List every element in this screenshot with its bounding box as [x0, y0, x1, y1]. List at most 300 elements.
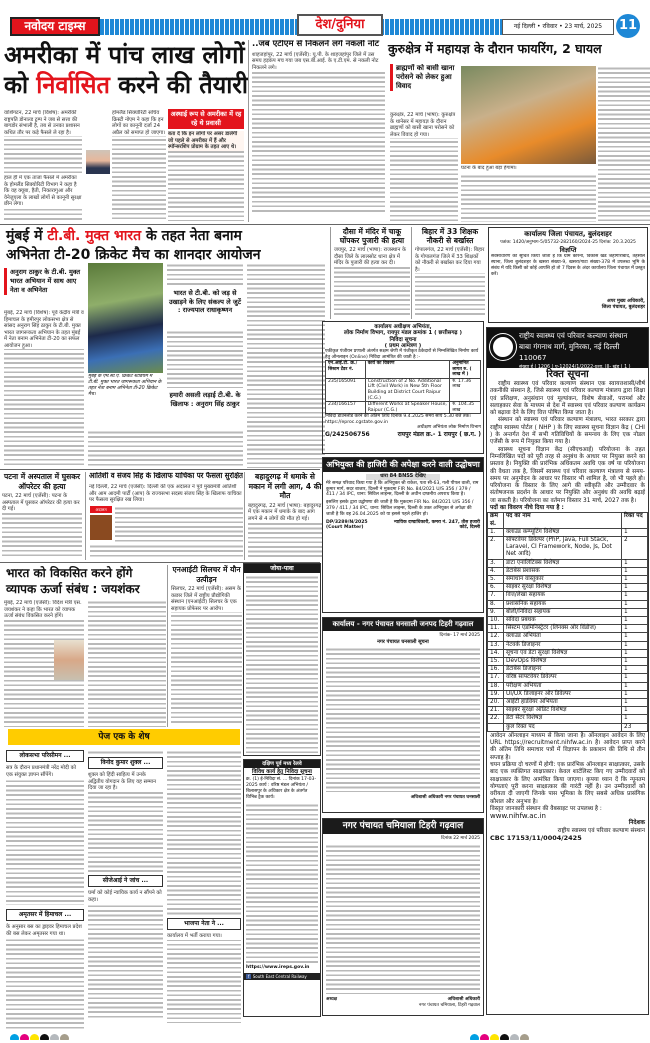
mumbai-subhead-3: हमारी असली लड़ाई टी.बी. के खिलाफ : अनुराग सिंह ठाकुर — [169, 391, 241, 408]
bahadurgarh-headline: बहादुरगढ़ में धमाके से मकान में लगी आग, 4 की मौत — [248, 472, 322, 500]
mumbai-headline — [6, 227, 326, 267]
table-cell: Construction of 2 No. Additional Lift (Civil Work) in New 5th Floor Building at District Court Raipur (C.G.) — [365, 378, 450, 401]
ad-title: रिक्त सूचना — [546, 369, 589, 380]
jaishankar-text-2 — [88, 600, 166, 727]
headline-line: अभिनेता टी-20 क्रिकेट मैच का शानदार आयोजन — [6, 247, 261, 263]
cricket-caption: मुंबई के एम.सी.ए. क्रिकेट स्टेडियम में टी.बी. मुक्त भारत जागरूकता अभियान के तहत नेता बनाम अभिनेता टी-20 क्रिकेट मैच। — [88, 374, 162, 397]
atishi-text-2 — [90, 544, 243, 558]
registration-dot — [470, 1034, 479, 1040]
ad-paragraph: राष्ट्रीय स्वास्थ्य एवं परिवार कल्याण संस्थान एक स्वायत्तशासी/शीर्ष तकनीकी संस्थान है, जिसे स्वास्थ्य एवं परिवार कल्याण मंत्रालय द्वारा शिक्षा एवं प्रशिक्षण, अनुसंधान एवं मूल्यांकन, विशेष सेवाओं, परामर्श और सलाहकार सेवा के माध्यम से देश में स्वास्थ्य एवं परिवार कल्याण कार्यक्रम को बढ़ावा देने के लिए वित्त पोषित किया जाता है। — [490, 381, 645, 417]
cbc-code: CBC 17153/11/0004/2425 — [490, 833, 582, 842]
table-row — [488, 536, 648, 559]
ghansali-notice — [322, 617, 484, 813]
notice-sign: अधिशासी अधिकारी — [410, 795, 444, 800]
mumbai-subhead-2: भारत से टी.बी. को जड़ से उखाड़ने के लिए संकल्प ले जुटें : राज्यपाल राधाकृष्णन — [168, 289, 241, 314]
railway-tender-notice — [243, 759, 321, 1017]
table-cell: 1 — [622, 690, 648, 698]
table-cell: 3. — [488, 559, 504, 567]
table-cell: 22. — [488, 715, 504, 723]
org-address: बाबा गंगनाथ मार्ग, मुनिरका, नई दिल्ली 110067 — [519, 342, 620, 362]
notice-ref: पत्रांक: 1420/अनुभाग-5/05732-282160/2024-25 दिनांक: 20.3.2025 — [500, 240, 636, 245]
bihar-lead: गोपालगंज, 22 मार्च (एजेंसी): बिहार के गोपालगंज जिले में 33 शिक्षकों को नौकरी से बर्खास्त कर दिया गया है। — [415, 247, 485, 273]
table-row — [488, 715, 648, 723]
remainder-lead: के अनुसार बस का ड्राइवर हिमाचल प्रदेश की बस लेकर अमृतसर गया था। — [6, 924, 84, 937]
table-cell: 21. — [488, 707, 504, 715]
remainder-col-3 — [167, 750, 241, 1030]
table-cell: 1 — [622, 633, 648, 641]
mumbai-lead: मुंबई, 22 मार्च (विशेष): पूर्व केंद्रीय मंत्री व हिमाचल के हमीरपुर लोकसभा क्षेत्र से सांसद अनुराग सिंह ठाकुर के टी.बी. मुक्त भारत जागरूकता अभियान के तहत मुंबई में नेता बनाम अभिनेता टी-20 का सफल आयोजन हुआ। — [4, 310, 84, 349]
lead-text: होमलैंड सिक्योरिटी सचिव क्रिस्टी नोएम ने कहा कि इन लोगों का कानूनी दर्जा 24 अप्रैल को समाप्त हो जाएगा। — [112, 110, 166, 136]
mumbai-text — [4, 310, 84, 468]
notice-title: लोक निर्माण विभाग, रायपुर मंडल क्रमांक 1 ( छत्तीसगढ़ ) — [344, 330, 462, 337]
table-cell: साइबर सुरक्षा विशेषज्ञ — [504, 584, 622, 592]
remainder-text — [167, 933, 241, 1023]
table-cell: 1 — [622, 567, 648, 575]
page-number: 11 — [616, 14, 640, 38]
table-cell: 2 — [622, 536, 648, 559]
notice-sign: नगर पंचायत घनसाली — [444, 795, 480, 800]
kurukshetra-text-2 — [598, 66, 650, 222]
yagya-photo — [461, 66, 596, 164]
nihfw-recruitment-ad — [486, 327, 649, 1015]
notice-text: इसलिए इसके द्वारा उद्घोषणा की जाती है कि मुकदमा FIR No. 84/2021 U/S 356 / 379 / 411 / 34 IPC, थाना: सिविल लाइन्स, दिल्ली के उक्त अभियुक्त से अपेक्षा की जाती है कि वह 26.04.2025 को या इससे पहले हाजिर हो। — [326, 500, 474, 517]
remainder-text — [167, 750, 241, 915]
table-cell: 1 — [622, 616, 648, 624]
table-cell: 5. — [488, 575, 504, 583]
table-cell: डेटाबेस डिजाइनर — [504, 666, 622, 674]
facebook-icon: f — [248, 974, 250, 979]
notice-sign: जिला पंचायत, बुलंदशहर — [601, 305, 645, 310]
table-row — [488, 584, 648, 592]
bahadurgarh-text — [248, 503, 322, 561]
photo-caption: घटना के बाद हुआ बड़ा हंगामा। — [461, 165, 517, 171]
railway-social-bar — [244, 973, 320, 980]
notice-intro: एकीकृत पंजीयन प्रणाली अंतर्गत सक्षम श्रेणी में पंजीकृत ठेकेदारों से निम्नलिखित निर्माण कार्य हेतु ऑनलाइन (Online) निविदा आमंत्रित की जाती है :- — [325, 349, 479, 360]
headline-part: के तहत नेता बनाम — [141, 228, 242, 244]
table-cell: सूचना एवं डेटा सुरक्षा विशेषज्ञ — [504, 649, 622, 657]
notice-title: ( प्रथम आमंत्रण ) — [384, 342, 422, 349]
notice-title: नगर पंचायत चमियाला टिहरी गढ़वाल — [323, 819, 483, 834]
table-cell: 1 — [622, 584, 648, 592]
notice-title: कार्यालय - नगर पंचायत घनसाली जनपद टिहरी गढ़वाल — [323, 618, 483, 631]
pwd-tender-notice — [322, 321, 484, 454]
org-name: राष्ट्रीय स्वास्थ्य एवं परिवार कल्याण संस्थान — [519, 331, 628, 340]
notice-heading: नगर पंचायत घनसाली सूचना — [377, 639, 429, 645]
headline-part: करने की तैयारी — [109, 71, 248, 99]
table-header-cell: अनुमानित लागत रु. ( लाख में ) — [450, 361, 481, 379]
table-cell: DevOps विशेषज्ञ — [504, 658, 622, 666]
divider — [0, 469, 320, 470]
table-cell: 13. — [488, 641, 504, 649]
page-one-remainder-bar: पेज एक के शेष — [8, 729, 240, 745]
bahadurgarh-story — [244, 472, 322, 560]
bulandshahr-notice — [488, 227, 648, 323]
remainder-lead: घर्मा को कोई न्यायिक कार्य न सौंपने को कहा। — [88, 890, 162, 903]
ad-sign: राष्ट्रीय स्वास्थ्य एवं परिवार कल्याण संस्थान — [557, 827, 645, 834]
notice-sign: अधिशासी अधिकारी — [447, 997, 480, 1002]
notice-body — [326, 844, 480, 994]
table-cell: UI/UX डिजाइनर और डिवेल्पर — [504, 690, 622, 698]
remainder-col-1 — [6, 750, 84, 1030]
zoya-notice — [243, 563, 321, 756]
remainder-title: अमृतसर में हिमाचल ... — [6, 909, 84, 921]
patna-headline: पटना में अस्पताल में घुसकर ऑपरेटर की हत्या — [3, 472, 81, 491]
table-cell: 235/165091 — [326, 378, 366, 401]
registration-dot — [60, 1034, 69, 1040]
kurukshetra-lead: कुरुक्षेत्र, 22 मार्च (भाषा): कुरुक्षेत्र के थानेसर में महायज्ञ के दौरान ब्राह्मणों को बासी खाना परोसने को लेकर विवाद हो गया। — [390, 112, 458, 138]
remainder-text — [6, 924, 84, 1030]
selection-text: चयन प्रक्रिया दो चरणों में होगी: एक प्रारंभिक ऑनलाइन साक्षात्कार, उसके बाद एक व्यक्तिगत साक्षात्कार। केवल शार्टलिस्ट किए गए उम्मीदवारों को साक्षात्कार के लिए आमंत्रित किया जाएगा। कृपया ध्यान दें कि न्यूनतम योग्यताएं पूरी करना साक्षात्कार की गारंटी नहीं है। उन उम्मीदवारों को वरीयता दी जाएगी जिनके पास भूमिका के लिए सबसे अधिक प्रासंगिक कौशल और अनुभव है। — [490, 762, 645, 805]
patna-text — [2, 493, 82, 557]
divider — [0, 224, 650, 225]
registration-dot — [50, 1034, 59, 1040]
headline-line — [6, 227, 326, 246]
patna-lead: पटना, 22 मार्च (एजेंसी): पटना के अस्पताल में घुसकर ऑपरेटर की हत्या कर दी गई। — [2, 493, 82, 513]
table-cell: 1 — [622, 528, 648, 536]
lead-text: हाल ही में एक ताजा फैसले में अमरीका के होमलैंड सिक्योरिटी विभाग ने कहा है कि वह क्यूबा, हैती, निकारागुआ और वेनेजुएला के लाखों लोगों से कानूनी सुरक्षा छीन लेगा। — [4, 175, 82, 207]
table-row — [488, 682, 648, 690]
table-cell: 10. — [488, 616, 504, 624]
registration-dot — [500, 1034, 509, 1040]
table-row — [488, 559, 648, 567]
website-link[interactable]: www.nihfw.ac.in — [490, 812, 546, 821]
table-row — [488, 674, 648, 682]
logo: नवोदय टाइम्स — [10, 17, 100, 36]
notice-sign: अधीक्षण अभियंता — [417, 425, 448, 431]
table-cell: प्रशासनिक सहायक — [504, 600, 622, 608]
table-cell: बोली/निविदा सहायक — [504, 608, 622, 616]
jaishankar-headline — [6, 565, 164, 598]
remainder-title: लोकसभा परिसीमन ... — [6, 750, 84, 762]
table-row — [488, 690, 648, 698]
proclamation-notice — [322, 457, 484, 613]
nit-text — [171, 586, 242, 724]
remainder-lead: शुक्ल को हिंदी साहित्य में उनके अद्वितीय योगदान के लिए यह सम्मान दिया जा रहा है। — [88, 772, 163, 792]
table-cell: क्लाउड कम्प्यूटिंग विशेषज्ञ — [504, 528, 622, 536]
masthead — [0, 8, 650, 38]
positions-table — [487, 512, 648, 731]
mumbai-text-2 — [167, 263, 243, 287]
headline-text: कुरुक्षेत्र में महायज्ञ के दौरान फायरिंग, 2 घायल — [388, 41, 602, 56]
registration-dot — [10, 1034, 19, 1040]
table-cell: 1 — [622, 592, 648, 600]
table-total-row — [488, 723, 648, 731]
table-row — [488, 528, 648, 536]
ad-paragraph: स्वास्थ्य सूचना विज्ञान केंद्र (सीएचआई) परियोजना के तहत निम्नलिखित पदों को पूरी तरह से अनुबंध के आधार पर नियुक्त करने का प्रस्ताव है। नियुक्ति की प्रारंभिक अधिकतम अवधि एक वर्ष या परियोजना की वैधता तक है, जिसमें स्वास्थ्य एवं परिवार कल्याण मंत्रालय से समय-समय पर अनुमोदन के आधार पर विस्तार भी शामिल है, जो भी पहले हो। परियोजना के विस्तार के लिए आगे की स्वीकृति और उम्मीदवार के संतोषजनक प्रदर्शन के आधार पर नियुक्ति और अनुबंध की अवधि बढ़ाई जा सकती है। परियोजना का वर्तमान विस्तार 31 मार्च, 2027 तक है। — [490, 446, 645, 504]
kurukshetra-text — [390, 112, 458, 222]
registration-dot-group — [10, 1028, 70, 1040]
pwd-table — [325, 360, 481, 414]
table-cell: क्लाउड अभियंता — [504, 633, 622, 641]
bahadurgarh-lead: बहादुरगढ़, 22 मार्च (भाषा): बहादुरगढ़ में एक मकान में धमाके के बाद आग लगने से 4 लोगों की मौत हो गई। — [248, 502, 322, 522]
notice-tag: (Court Matter) — [326, 525, 364, 531]
kurukshetra-subhead: ब्राह्मणों को बासी खाना परोसने को लेकर हुआ विवाद — [390, 64, 458, 91]
table-cell: 7. — [488, 592, 504, 600]
lead-sidebar-text — [168, 131, 244, 221]
table-cell: 12. — [488, 633, 504, 641]
table-header-cell: एन.आई.टी. क्र./ सिस्टम टेंडर नं. — [326, 361, 366, 379]
table-row — [488, 600, 648, 608]
remainder-col-2 — [88, 750, 163, 1030]
sidebar-text: बता दें कि इन लोगों पर असर डालेगी जो पहले से अमरीका में हैं और स्पॉन्सरशिप प्रोग्राम के तहत आए थे। — [168, 131, 244, 151]
lead-column-2 — [112, 110, 166, 222]
table-cell: 9. — [488, 608, 504, 616]
mumbai-text-5 — [247, 263, 325, 468]
table-cell: 1 — [622, 658, 648, 666]
remainder-lead: कार्यालय में भर्ती कराया गया। — [167, 933, 241, 940]
notice-title: विविध कार्य हेतु निविदा सूचना — [252, 769, 312, 775]
table-cell: नेटवर्क डिजाइनर — [504, 641, 622, 649]
notice-code: G/242506756 — [325, 430, 370, 438]
table-header — [326, 361, 481, 379]
lead-column-1b — [4, 175, 82, 222]
bihar-text — [415, 247, 485, 317]
table-row — [488, 633, 648, 641]
atishi-headline: आतिशी व संजय सिंह के खिलाफ याचिका पर फैसला सुरक्षित — [89, 472, 243, 480]
remainder-text — [6, 765, 84, 905]
table-cell: 11. — [488, 625, 504, 633]
notice-footer: निविदा डाउनलोड करने की अंतिम तिथि दिनांक 9.4.2025 समय सायं 5.30 बजे तक। https://eproc.cgstate.gov.in — [325, 414, 471, 425]
atishi-story — [85, 472, 243, 560]
info-text: विस्तृत जानकारी संस्थान की वैबसाइट पर उपलब्ध है : — [490, 805, 602, 812]
atm-headline: ..जब एटीएम से निकलने लगे नकली नोट — [252, 40, 379, 49]
table-cell: वित्त/लेखा सहायक — [504, 592, 622, 600]
table-cell: रु. 17.36 लाख — [450, 378, 481, 401]
mumbai-subhead: अनुराग ठाकुर के टी.बी. मुक्त भारत अभियान में साथ आए नेता व अभिनेता — [4, 268, 84, 295]
headline-highlight: निर्वासित — [36, 71, 110, 99]
registration-dot — [520, 1034, 529, 1040]
notice-sign: रायपुर मंडल क्र.- 1 रायपुर ( छ.ग. ) — [397, 430, 481, 438]
table-cell: 18. — [488, 682, 504, 690]
table-cell: संविदा प्रबंधक — [504, 616, 622, 624]
notice-title: कार्यालय जिला पंचायत, बुलंदशहर — [524, 230, 612, 238]
table-header-cell: रिक्त पद — [622, 513, 648, 528]
apply-text: आवेदन ऑनलाइन माध्यम से किया जाना है। ऑनलाइन आवेदन के लिए URL https://recruitment.nihfw.ac.in है। आवेदन प्राप्त करने की अंतिम तिथि समाचार पत्रों में विज्ञापन के प्रकाशन की तिथि से तीन सप्ताह है। — [490, 732, 645, 761]
notice-sign: नगर पंचायत चमियाला, टिहरी गढ़वाल — [418, 1003, 480, 1008]
mumbai-text-4 — [88, 430, 243, 468]
lead-sidebar-title: अस्थाई रूप से अमरीका में रह रहे थे प्रवासी — [168, 109, 244, 129]
table-cell: 1 — [622, 682, 648, 690]
table-cell: 4. — [488, 567, 504, 575]
notice-body — [326, 647, 480, 792]
table-cell: 1 — [622, 649, 648, 657]
table-cell: 1 — [622, 559, 648, 567]
table-cell: 1 — [622, 600, 648, 608]
table-cell: 15. — [488, 658, 504, 666]
gavel-icon — [90, 506, 112, 540]
cricket-photo — [88, 263, 163, 373]
notice-subtitle: धारा 84 BNSS देखिए — [366, 474, 440, 480]
notice-title: जोया-पावा — [244, 564, 320, 573]
table-cell: 16. — [488, 666, 504, 674]
kurukshetra-headline — [388, 42, 648, 60]
table-row — [488, 641, 648, 649]
table-cell: 234/166157 — [326, 402, 366, 414]
notice-date: दिनांक 22 मार्च 2025 — [441, 836, 480, 841]
color-registration-marks — [10, 1028, 650, 1040]
remainder-text — [88, 772, 163, 872]
headline-part: को — [4, 71, 37, 99]
badge-label: अदालत — [95, 507, 107, 512]
table-header-cell: क्रम सं. — [488, 513, 504, 528]
table-cell: सॉफ्टवेयर डिवेल्पर (PhP, Java, Full Stack, Laravel, CI Framework, Node, Js, Dot Net आदि) — [504, 536, 622, 559]
bihar-headline: बिहार में 33 शिक्षक नौकरी से बर्खास्त — [421, 227, 479, 245]
railway-footer: South East Central Railway — [252, 974, 307, 979]
railway-org: दक्षिण पूर्व मध्य रेलवे — [244, 760, 320, 768]
table-row — [488, 666, 648, 674]
table-row — [488, 625, 648, 633]
nihfw-logo — [490, 334, 516, 360]
notice-sign: लोक निर्माण विभाग — [448, 425, 481, 431]
table-row — [488, 567, 648, 575]
dausa-lead: जयपुर, 22 मार्च (भाषा): राजस्थान के दौसा जिले के लालसोट थाना क्षेत्र में मंदिर के पुजारी की हत्या कर दी। — [334, 247, 410, 267]
ad-sign: निदेशक — [628, 820, 645, 827]
notice-body — [246, 803, 318, 963]
atishi-lead: नई दिल्ली, 22 मार्च (एजेंसी): दिल्ली की एक अदालत ने पूर्व मुख्यमंत्री आतिशी और आम आदमी पार्टी (आप) के राज्यसभा सदस्य संजय सिंह के खिलाफ याचिका पर फैसला सुरक्षित रख लिया। — [89, 484, 242, 503]
kurukshetra-text-3 — [461, 174, 596, 222]
headline-line: भारत को विकसित करने होंगे — [6, 566, 133, 580]
registration-dot — [490, 1034, 499, 1040]
remainder-text — [88, 750, 163, 755]
notice-code: DP/3289/N/2025 — [326, 519, 368, 525]
section-label: देश/दुनिया — [297, 14, 383, 36]
notice-title: निविदा सूचना — [389, 336, 417, 343]
table-cell: समाधान वास्तुकार — [504, 575, 622, 583]
table-cell: 1 — [622, 666, 648, 674]
table-cell: वरिष्ठ साफ्टवेयर डिवेल्पर — [504, 674, 622, 682]
table-row — [326, 378, 481, 401]
dausa-headline: दौसा में मंदिर में चाकू घोंपकर पुजारी की हत्या — [339, 227, 405, 245]
notice-text: सर्वसाधारण को सूचित किया जाता है कि ग्राम कौरना, विकास खंड जहांगीराबाद, तहसील स्याना, जिला बुलंदशहर के खसरा संख्या-9, खसरा/गाटा संख्या-378 में उपलब्ध भूमि के संबंध में यदि किसी को कोई आपत्ति हो तो 7 दिवस के अंदर कार्यालय जिला पंचायत में प्रस्तुत करें। — [491, 254, 645, 277]
table-cell: 8. — [488, 600, 504, 608]
notice-sign: न्यायिक दण्डाधिकारी, कमरा नं. 247, तीस हजारी कोर्ट, दिल्ली — [394, 519, 480, 531]
table-header-cell: कार्य का विवरण — [365, 361, 450, 379]
table-row — [488, 707, 648, 715]
dausa-text — [334, 247, 410, 317]
registration-dot — [40, 1034, 49, 1040]
dateline: नई दिल्ली • रविवार • 23 मार्च, 2025 — [502, 19, 614, 35]
jaishankar-lead: मुंबई, 22 मार्च (एजेंसी): विदेश मंत्री एस. जयशंकर ने कहा कि भारत को व्यापक ऊर्जा संबंध विकसित करने होंगे। — [4, 600, 84, 620]
mumbai-text-3 — [167, 330, 243, 388]
table-cell: डेटाबेस प्रशासक — [504, 567, 622, 575]
table-row — [488, 608, 648, 616]
patna-story — [2, 472, 82, 560]
table-row — [326, 402, 481, 414]
table-cell: डेटा सेंटर विशेषज्ञ — [504, 715, 622, 723]
registration-dot — [20, 1034, 29, 1040]
table-cell: 1 — [622, 674, 648, 682]
table-row — [488, 592, 648, 600]
table-header-cell: पद का नाम — [504, 513, 622, 528]
table-cell: 1 — [622, 699, 648, 707]
trump-photo — [86, 150, 110, 174]
remainder-title: सीजेआई ने जांच ... — [88, 875, 163, 887]
table-cell — [488, 723, 504, 731]
headline-line: व्यापक ऊर्जा संबंध : जयशंकर — [6, 582, 140, 596]
table-cell: 1 — [622, 715, 648, 723]
table-cell: साइबर सुरक्षा ऑडिट विशेषज्ञ — [504, 707, 622, 715]
headline-line — [4, 70, 248, 100]
table-cell: 1 — [622, 608, 648, 616]
jaishankar-photo — [54, 640, 84, 680]
headline-highlight: टी.बी. मुक्त भारत — [47, 228, 142, 244]
notice-title: अभियुक्त की हाजिरी की अपेक्षा करने वाली उद्घोषणा — [323, 458, 483, 472]
table-cell: 17. — [488, 674, 504, 682]
total-value: 23 — [622, 723, 648, 731]
table-cell: डाटा एनालिटिक्स विशेषज्ञ — [504, 559, 622, 567]
table-cell: 1. — [488, 528, 504, 536]
atm-lead: शाहजहांपुर, 22 मार्च (एजेंसी): यू.पी. के शाहजहांपुर जिले में उस समय हड़कंप मच गया जब एस.बी.आई. के ए.टी.एम. से नकली नोट निकलने लगे। — [252, 52, 385, 72]
table-cell: 6. — [488, 584, 504, 592]
lead-text: वाशिंगटन, 22 मार्च (विशेष): अमरीकी राष्ट्रपति डोनाल्ड ट्रम्प ने जब से सत्ता की बागडोर संभाली है, तब से उनका प्रशासन कथित तौर पर कड़े फैसले ले रहा है। — [4, 110, 82, 136]
total-label: कुल रिक्त पद — [504, 723, 622, 731]
notice-body — [246, 575, 318, 753]
table-row — [488, 658, 648, 666]
registration-dot-group — [470, 1028, 530, 1040]
remainder-text — [88, 890, 163, 1020]
registration-dot — [30, 1034, 39, 1040]
atishi-text — [115, 506, 243, 542]
table-row — [488, 649, 648, 657]
table-cell: 20. — [488, 699, 504, 707]
table-cell: 14. — [488, 649, 504, 657]
notice-date: दिनांक- 17 मार्च 2025 — [439, 633, 480, 638]
table-row — [488, 575, 648, 583]
table-intro: पदों का विवरण नीचे दिया गया है : — [490, 505, 564, 512]
table-cell: 19. — [488, 690, 504, 698]
table-cell: 2. — [488, 536, 504, 559]
table-cell: आईटी हार्डवेयर अभियंता — [504, 699, 622, 707]
nit-lead: सिलचर, 22 मार्च (एजेंसी): असम के कछार जिले में राष्ट्रीय प्रौद्योगिकी संस्थान (एनआईटी) सिलचर के एक सहायक प्रोफेसर पर आरोप। — [171, 586, 241, 612]
table-cell: Different Works at Speaker House, Raipur (C.G.) — [365, 402, 450, 414]
ireps-link[interactable]: https://www.ireps.gov.in — [246, 965, 310, 970]
ad-ref: संख्या ई ( 1206 ) ए-12024/1/2022-प्रशा. III- खंड ( 1 ) — [519, 365, 631, 370]
headline-part: मुंबई में — [6, 228, 48, 244]
notice-heading: विज्ञप्ति — [559, 246, 577, 254]
table-row — [488, 616, 648, 624]
remainder-title: भाजपा नेता ने ... — [167, 918, 241, 930]
dausa-story — [330, 227, 410, 319]
table-cell: परीक्षण अभियंता — [504, 682, 622, 690]
table-cell: 1 — [622, 575, 648, 583]
atm-story — [248, 40, 385, 222]
bihar-story — [411, 227, 485, 319]
remainder-lead: सत्र के दौरान प्रधानमंत्री नरेंद्र मोदी को एक संयुक्त ज्ञापन सौंपेंगे। — [6, 765, 84, 778]
notice-sign: अपर मुख्य अधिकारी, — [607, 299, 645, 304]
headline-line: अमरीका में पांच लाख लोगों — [4, 41, 245, 69]
nit-headline: एनआईटी सिलचर में यौन उत्पीड़न — [172, 565, 241, 584]
table-cell: 1 — [622, 625, 648, 633]
remainder-title: विनोद कुमार शुक्ल ... — [88, 757, 163, 769]
nit-story — [167, 565, 242, 727]
table-header — [488, 513, 648, 528]
table-row — [488, 699, 648, 707]
notice-text: मेरे समक्ष परिवाद किया गया है कि अभियुक्त श्री राकेश, पता सी-63, गली पीपल वाली, राम कुमार मार्ग, सदर बाजार, दिल्ली ने मुकदमा FIR No. 84/2021 U/S 356 / 379 / 411 / 34 IPC, थाना: सिविल लाइन्स, दिल्ली के अधीन दण्डनीय अपराध किया है। — [326, 480, 479, 498]
table-cell: 1 — [622, 707, 648, 715]
registration-dot — [510, 1034, 519, 1040]
notice-sign: अध्यक्ष — [326, 997, 337, 1002]
table-cell: रु. 104.35 लाख — [450, 402, 481, 414]
lead-headline — [4, 40, 248, 106]
registration-dot — [480, 1034, 489, 1040]
table-cell: 1 — [622, 641, 648, 649]
ad-paragraph: संस्थान को स्वास्थ्य एवं परिवार कल्याण मंत्रालय, भारत सरकार द्वारा राष्ट्रीय स्वास्थ्य पोर्टल ( NHP ) के लिए स्वास्थ्य सूचना विज्ञान केंद्र ( CHI ) के अन्तर्गत देश में सभी गतिविधियों के समन्वय के लिए एक नोडल एजेंसी के रूप में नियुक्त किया गया है। — [490, 417, 645, 446]
atm-text — [252, 52, 385, 212]
chamiyala-notice — [322, 818, 484, 1016]
notice-title: कार्यालय अधीक्षण अभियंता, — [374, 324, 432, 330]
table-cell: सिस्टम एडमिनिस्ट्रेटर (लिनक्स और विंडोज) — [504, 625, 622, 633]
notice-text: क्र. (1) ई-निविदा सं. ... दिनांक 17-03-2025 कार्य : वरिष्ठ मंडल अभियंता / बिलासपुर के अधिकार क्षेत्र के अंतर्गत विभिन्न ट्रैक कार्य। — [246, 777, 317, 800]
